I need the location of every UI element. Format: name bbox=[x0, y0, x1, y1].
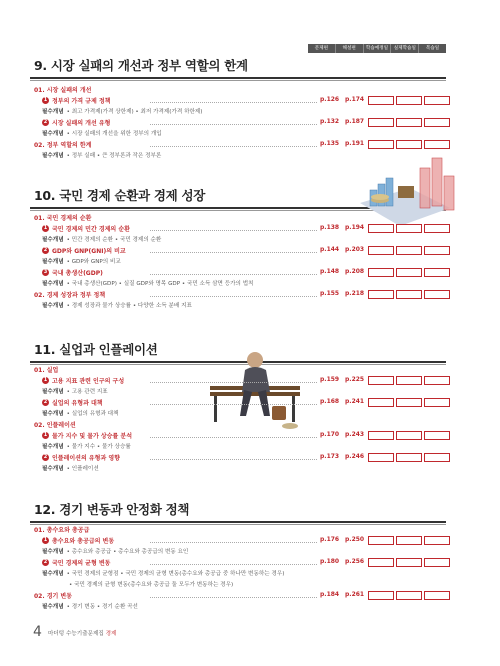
solution-page-link[interactable]: p.208 bbox=[345, 268, 365, 275]
actual-date-box[interactable] bbox=[396, 536, 422, 545]
key-concept-label: 필수개념 bbox=[42, 237, 64, 243]
key-concept-label: 필수개념 bbox=[42, 389, 64, 395]
row-text: • 시장 실패의 개선을 위한 정부의 개입 bbox=[66, 131, 162, 137]
planned-date-box[interactable] bbox=[368, 591, 394, 600]
key-concepts bbox=[42, 128, 162, 138]
planned-date-box[interactable] bbox=[368, 536, 394, 545]
review-date-box[interactable] bbox=[424, 376, 450, 385]
dotted-leader bbox=[150, 394, 317, 405]
finance-chart-illustration bbox=[350, 148, 460, 228]
topic-item bbox=[42, 557, 110, 567]
study-date-boxes bbox=[368, 430, 450, 440]
problem-page-link[interactable]: p.180 bbox=[320, 558, 340, 565]
key-concepts bbox=[42, 568, 284, 578]
row-text: 총수요와 총공급의 변동 bbox=[52, 537, 115, 545]
chapter-title: 9. 시장 실패의 개선과 정부 역할의 한계 bbox=[34, 58, 248, 73]
row-text: 01. 총수요와 총공급 bbox=[34, 526, 90, 534]
actual-date-box[interactable] bbox=[396, 398, 422, 407]
row-text: • 국민 경제의 균형 변동(총수요와 총공급 둘 모두가 변동하는 경우) bbox=[69, 582, 234, 588]
book-name: 마더텅 수능기출문제집 bbox=[48, 631, 104, 637]
planned-date-box[interactable] bbox=[368, 453, 394, 462]
actual-date-box[interactable] bbox=[396, 558, 422, 567]
key-concepts bbox=[42, 386, 108, 396]
study-date-boxes bbox=[368, 223, 450, 233]
key-concept-label: 필수개념 bbox=[42, 466, 64, 472]
key-concept-label: 필수개념 bbox=[42, 303, 64, 309]
study-date-boxes bbox=[368, 557, 450, 567]
topic-item bbox=[42, 117, 110, 127]
topic-number-badge: 1 bbox=[43, 431, 48, 438]
planned-date-box[interactable] bbox=[368, 376, 394, 385]
topic-number-badge: 2 bbox=[43, 246, 48, 253]
progress-header bbox=[308, 44, 446, 53]
solution-page-link[interactable]: p.250 bbox=[345, 536, 365, 543]
dotted-leader bbox=[150, 286, 317, 297]
topic-item bbox=[42, 535, 114, 545]
planned-date-box[interactable] bbox=[368, 118, 394, 127]
study-date-boxes bbox=[368, 397, 450, 407]
section-heading bbox=[34, 524, 89, 534]
row-text: 시장 실패의 개선 유형 bbox=[52, 119, 111, 127]
divider bbox=[30, 524, 446, 525]
review-date-box[interactable] bbox=[424, 224, 450, 233]
actual-date-box[interactable] bbox=[396, 376, 422, 385]
dotted-leader bbox=[150, 554, 317, 565]
key-concepts bbox=[42, 300, 192, 310]
dotted-leader bbox=[150, 242, 317, 253]
key-concept-label: 필수개념 bbox=[42, 549, 64, 555]
review-date-box[interactable] bbox=[424, 118, 450, 127]
solution-page-link[interactable]: p.243 bbox=[345, 431, 365, 438]
key-concepts bbox=[42, 150, 161, 160]
dotted-leader bbox=[150, 532, 317, 543]
key-concept-label: 필수개념 bbox=[42, 444, 64, 450]
dotted-leader bbox=[150, 587, 317, 598]
row-text: 02. 인플레이션 bbox=[34, 421, 76, 429]
row-text: 01. 실업 bbox=[34, 366, 59, 374]
section-heading bbox=[34, 289, 105, 299]
planned-date-box[interactable] bbox=[368, 140, 394, 149]
study-date-boxes bbox=[368, 535, 450, 545]
study-date-boxes bbox=[368, 289, 450, 299]
review-date-box[interactable] bbox=[424, 558, 450, 567]
actual-date-box[interactable] bbox=[396, 431, 422, 440]
problem-page-link[interactable]: p.135 bbox=[320, 140, 340, 147]
study-date-boxes bbox=[368, 139, 450, 149]
study-date-boxes bbox=[368, 245, 450, 255]
key-concepts bbox=[42, 463, 99, 473]
section-heading bbox=[34, 84, 91, 94]
solution-page-link[interactable]: p.187 bbox=[345, 118, 365, 125]
topic-number-badge: 2 bbox=[43, 398, 48, 405]
key-concepts bbox=[42, 601, 138, 611]
solution-page-link[interactable]: p.191 bbox=[345, 140, 365, 147]
planned-date-box[interactable] bbox=[368, 558, 394, 567]
actual-date-box[interactable] bbox=[396, 140, 422, 149]
key-concept-label: 필수개념 bbox=[42, 153, 64, 159]
dotted-leader bbox=[150, 92, 317, 103]
actual-date-box[interactable] bbox=[396, 268, 422, 277]
review-date-box[interactable] bbox=[424, 536, 450, 545]
section-heading bbox=[34, 364, 58, 374]
problem-page-link[interactable]: p.144 bbox=[320, 246, 340, 253]
row-text: 02. 정부 역할의 한계 bbox=[34, 141, 92, 149]
row-text: 물가 지수 및 물가 상승률 분석 bbox=[52, 432, 132, 440]
key-concept-label: 필수개념 bbox=[42, 411, 64, 417]
topic-number-badge: 1 bbox=[43, 536, 48, 543]
row-text: 국민 경제의 균형 변동 bbox=[52, 559, 111, 567]
actual-date-box[interactable] bbox=[396, 96, 422, 105]
topic-number-badge: 1 bbox=[43, 96, 48, 103]
header-col: 문제편 bbox=[308, 44, 336, 53]
topic-number-badge: 3 bbox=[43, 268, 48, 275]
key-concept-label: 필수개념 bbox=[42, 109, 64, 115]
key-concept-label: 필수개념 bbox=[42, 604, 64, 610]
section-heading bbox=[34, 212, 91, 222]
review-date-box[interactable] bbox=[424, 290, 450, 299]
problem-page-link[interactable]: p.173 bbox=[320, 453, 340, 460]
study-date-boxes bbox=[368, 590, 450, 600]
topic-item bbox=[42, 452, 120, 462]
dotted-leader bbox=[150, 372, 317, 383]
row-text: 02. 경제 성장과 정부 정책 bbox=[34, 291, 106, 299]
chapter-title: 10. 국민 경제 순환과 경제 성장 bbox=[34, 188, 206, 203]
row-text: • 최고 가격제(가격 상한제) • 최저 가격제(가격 하한제) bbox=[66, 109, 203, 115]
solution-page-link[interactable]: p.241 bbox=[345, 398, 365, 405]
row-text: • 정부 실패 • 큰 정부론과 작은 정부론 bbox=[66, 153, 162, 159]
row-text: 국민 경제의 민간 경제의 순환 bbox=[52, 225, 130, 233]
row-text: • GDP와 GNP의 비교 bbox=[66, 259, 121, 265]
key-concept-label: 필수개념 bbox=[42, 281, 64, 287]
chapter-section bbox=[30, 500, 446, 524]
study-date-boxes bbox=[368, 95, 450, 105]
problem-page-link[interactable]: p.126 bbox=[320, 96, 340, 103]
topic-item bbox=[42, 223, 130, 233]
topic-item bbox=[42, 375, 124, 385]
row-text: • 인플레이션 bbox=[66, 466, 99, 472]
section-heading bbox=[34, 139, 91, 149]
dotted-leader bbox=[150, 449, 317, 460]
study-date-boxes bbox=[368, 117, 450, 127]
row-text: • 민간 경제의 순환 • 국민 경제의 순환 bbox=[66, 237, 162, 243]
topic-item bbox=[42, 245, 126, 255]
key-concept-label: 필수개념 bbox=[42, 131, 64, 137]
actual-date-box[interactable] bbox=[396, 290, 422, 299]
review-date-box[interactable] bbox=[424, 453, 450, 462]
problem-page-link[interactable]: p.176 bbox=[320, 536, 340, 543]
page-number: 4 bbox=[33, 624, 42, 640]
planned-date-box[interactable] bbox=[368, 431, 394, 440]
topic-number-badge: 2 bbox=[43, 453, 48, 460]
planned-date-box[interactable] bbox=[368, 224, 394, 233]
topic-item bbox=[42, 430, 132, 440]
topic-number-badge: 2 bbox=[43, 118, 48, 125]
review-date-box[interactable] bbox=[424, 431, 450, 440]
row-text: • 물가 지수 • 물가 상승률 bbox=[66, 444, 131, 450]
row-text: • 국민 경제의 균형점 • 국민 경제의 균형 변동(총수요와 총공급 중 하나만 변동하는 경우) bbox=[66, 571, 285, 577]
key-concepts bbox=[42, 441, 131, 451]
dotted-leader bbox=[150, 264, 317, 275]
problem-page-link[interactable]: p.170 bbox=[320, 431, 340, 438]
dotted-leader bbox=[150, 220, 317, 231]
actual-date-box[interactable] bbox=[396, 591, 422, 600]
actual-date-box[interactable] bbox=[396, 246, 422, 255]
row-text: 실업의 유형과 대책 bbox=[52, 399, 103, 407]
key-concept-label: 필수개념 bbox=[42, 571, 64, 577]
row-text: GDP와 GNP(GNI)의 비교 bbox=[52, 247, 126, 255]
topic-number-badge: 1 bbox=[43, 376, 48, 383]
solution-page-link[interactable]: p.174 bbox=[345, 96, 365, 103]
row-text: • 총수요와 총공급 • 총수요와 총공급의 변동 요인 bbox=[66, 549, 189, 555]
planned-date-box[interactable] bbox=[368, 246, 394, 255]
chapter-section bbox=[30, 56, 446, 80]
review-date-box[interactable] bbox=[424, 268, 450, 277]
review-date-box[interactable] bbox=[424, 591, 450, 600]
problem-page-link[interactable]: p.168 bbox=[320, 398, 340, 405]
review-date-box[interactable] bbox=[424, 96, 450, 105]
solution-page-link[interactable]: p.256 bbox=[345, 558, 365, 565]
row-text: • 경기 변동 • 경기 순환 곡선 bbox=[66, 604, 138, 610]
topic-item bbox=[42, 95, 110, 105]
problem-page-link[interactable]: p.138 bbox=[320, 224, 340, 231]
study-date-boxes bbox=[368, 375, 450, 385]
planned-date-box[interactable] bbox=[368, 96, 394, 105]
topic-number-badge: 1 bbox=[43, 224, 48, 231]
study-date-boxes bbox=[368, 267, 450, 277]
review-date-box[interactable] bbox=[424, 398, 450, 407]
problem-page-link[interactable]: p.148 bbox=[320, 268, 340, 275]
problem-page-link[interactable]: p.159 bbox=[320, 376, 340, 383]
row-text: 인플레이션의 유형과 영향 bbox=[52, 454, 120, 462]
solution-page-link[interactable]: p.246 bbox=[345, 453, 365, 460]
solution-page-link[interactable]: p.194 bbox=[345, 224, 365, 231]
study-date-boxes bbox=[368, 452, 450, 462]
planned-date-box[interactable] bbox=[368, 268, 394, 277]
planned-date-box[interactable] bbox=[368, 398, 394, 407]
review-date-box[interactable] bbox=[424, 246, 450, 255]
unemployed-man-bench-illustration bbox=[200, 346, 310, 434]
row-text: • 경제 성장과 물가 상승률 • 다양한 소득 분배 지표 bbox=[66, 303, 192, 309]
key-concepts bbox=[42, 234, 161, 244]
row-text: • 고용 관련 지표 bbox=[66, 389, 108, 395]
divider bbox=[30, 80, 446, 81]
divider bbox=[30, 77, 446, 79]
footer-book-title bbox=[48, 629, 116, 637]
book-subject: 경제 bbox=[105, 631, 117, 637]
dotted-leader bbox=[150, 427, 317, 438]
solution-page-link[interactable]: p.218 bbox=[345, 290, 365, 297]
planned-date-box[interactable] bbox=[368, 290, 394, 299]
row-text: • 국내 총생산(GDP) • 실질 GDP와 명목 GDP • 국민 소득 삼면 등가의 법칙 bbox=[66, 281, 254, 287]
row-text: • 실업의 유형과 대책 bbox=[66, 411, 119, 417]
actual-date-box[interactable] bbox=[396, 453, 422, 462]
row-text: 정부의 가격 규제 정책 bbox=[52, 97, 111, 105]
chapter-title: 11. 실업과 인플레이션 bbox=[34, 342, 158, 357]
topic-number-badge: 2 bbox=[43, 558, 48, 565]
section-heading bbox=[34, 419, 76, 429]
chapter-title: 12. 경기 변동과 안정화 정책 bbox=[34, 502, 190, 517]
divider bbox=[30, 521, 446, 523]
key-concept-label: 필수개념 bbox=[42, 259, 64, 265]
topic-item bbox=[42, 397, 103, 407]
row-text: 01. 국민 경제의 순환 bbox=[34, 214, 92, 222]
row-text: 01. 시장 실패의 개선 bbox=[34, 86, 92, 94]
dotted-leader bbox=[150, 114, 317, 125]
actual-date-box[interactable] bbox=[396, 224, 422, 233]
row-text: 고용 지표 관련 인구의 구성 bbox=[52, 377, 125, 385]
actual-date-box[interactable] bbox=[396, 118, 422, 127]
row-text: 국내 총생산(GDP) bbox=[52, 269, 103, 277]
header-col: 학습예정일 bbox=[364, 44, 392, 53]
solution-page-link[interactable]: p.203 bbox=[345, 246, 365, 253]
row-text: 02. 경기 변동 bbox=[34, 592, 72, 600]
header-col: 해설편 bbox=[336, 44, 364, 53]
section-heading bbox=[34, 590, 72, 600]
dotted-leader bbox=[150, 136, 317, 147]
key-concepts bbox=[42, 408, 119, 418]
problem-page-link[interactable]: p.155 bbox=[320, 290, 340, 297]
solution-page-link[interactable]: p.261 bbox=[345, 591, 365, 598]
key-concepts bbox=[42, 256, 121, 266]
solution-page-link[interactable]: p.225 bbox=[345, 376, 365, 383]
review-date-box[interactable] bbox=[424, 140, 450, 149]
problem-page-link[interactable]: p.132 bbox=[320, 118, 340, 125]
header-col: 실제학습일 bbox=[391, 44, 419, 53]
header-col: 복습일 bbox=[419, 44, 446, 53]
topic-item bbox=[42, 267, 103, 277]
problem-page-link[interactable]: p.184 bbox=[320, 591, 340, 598]
